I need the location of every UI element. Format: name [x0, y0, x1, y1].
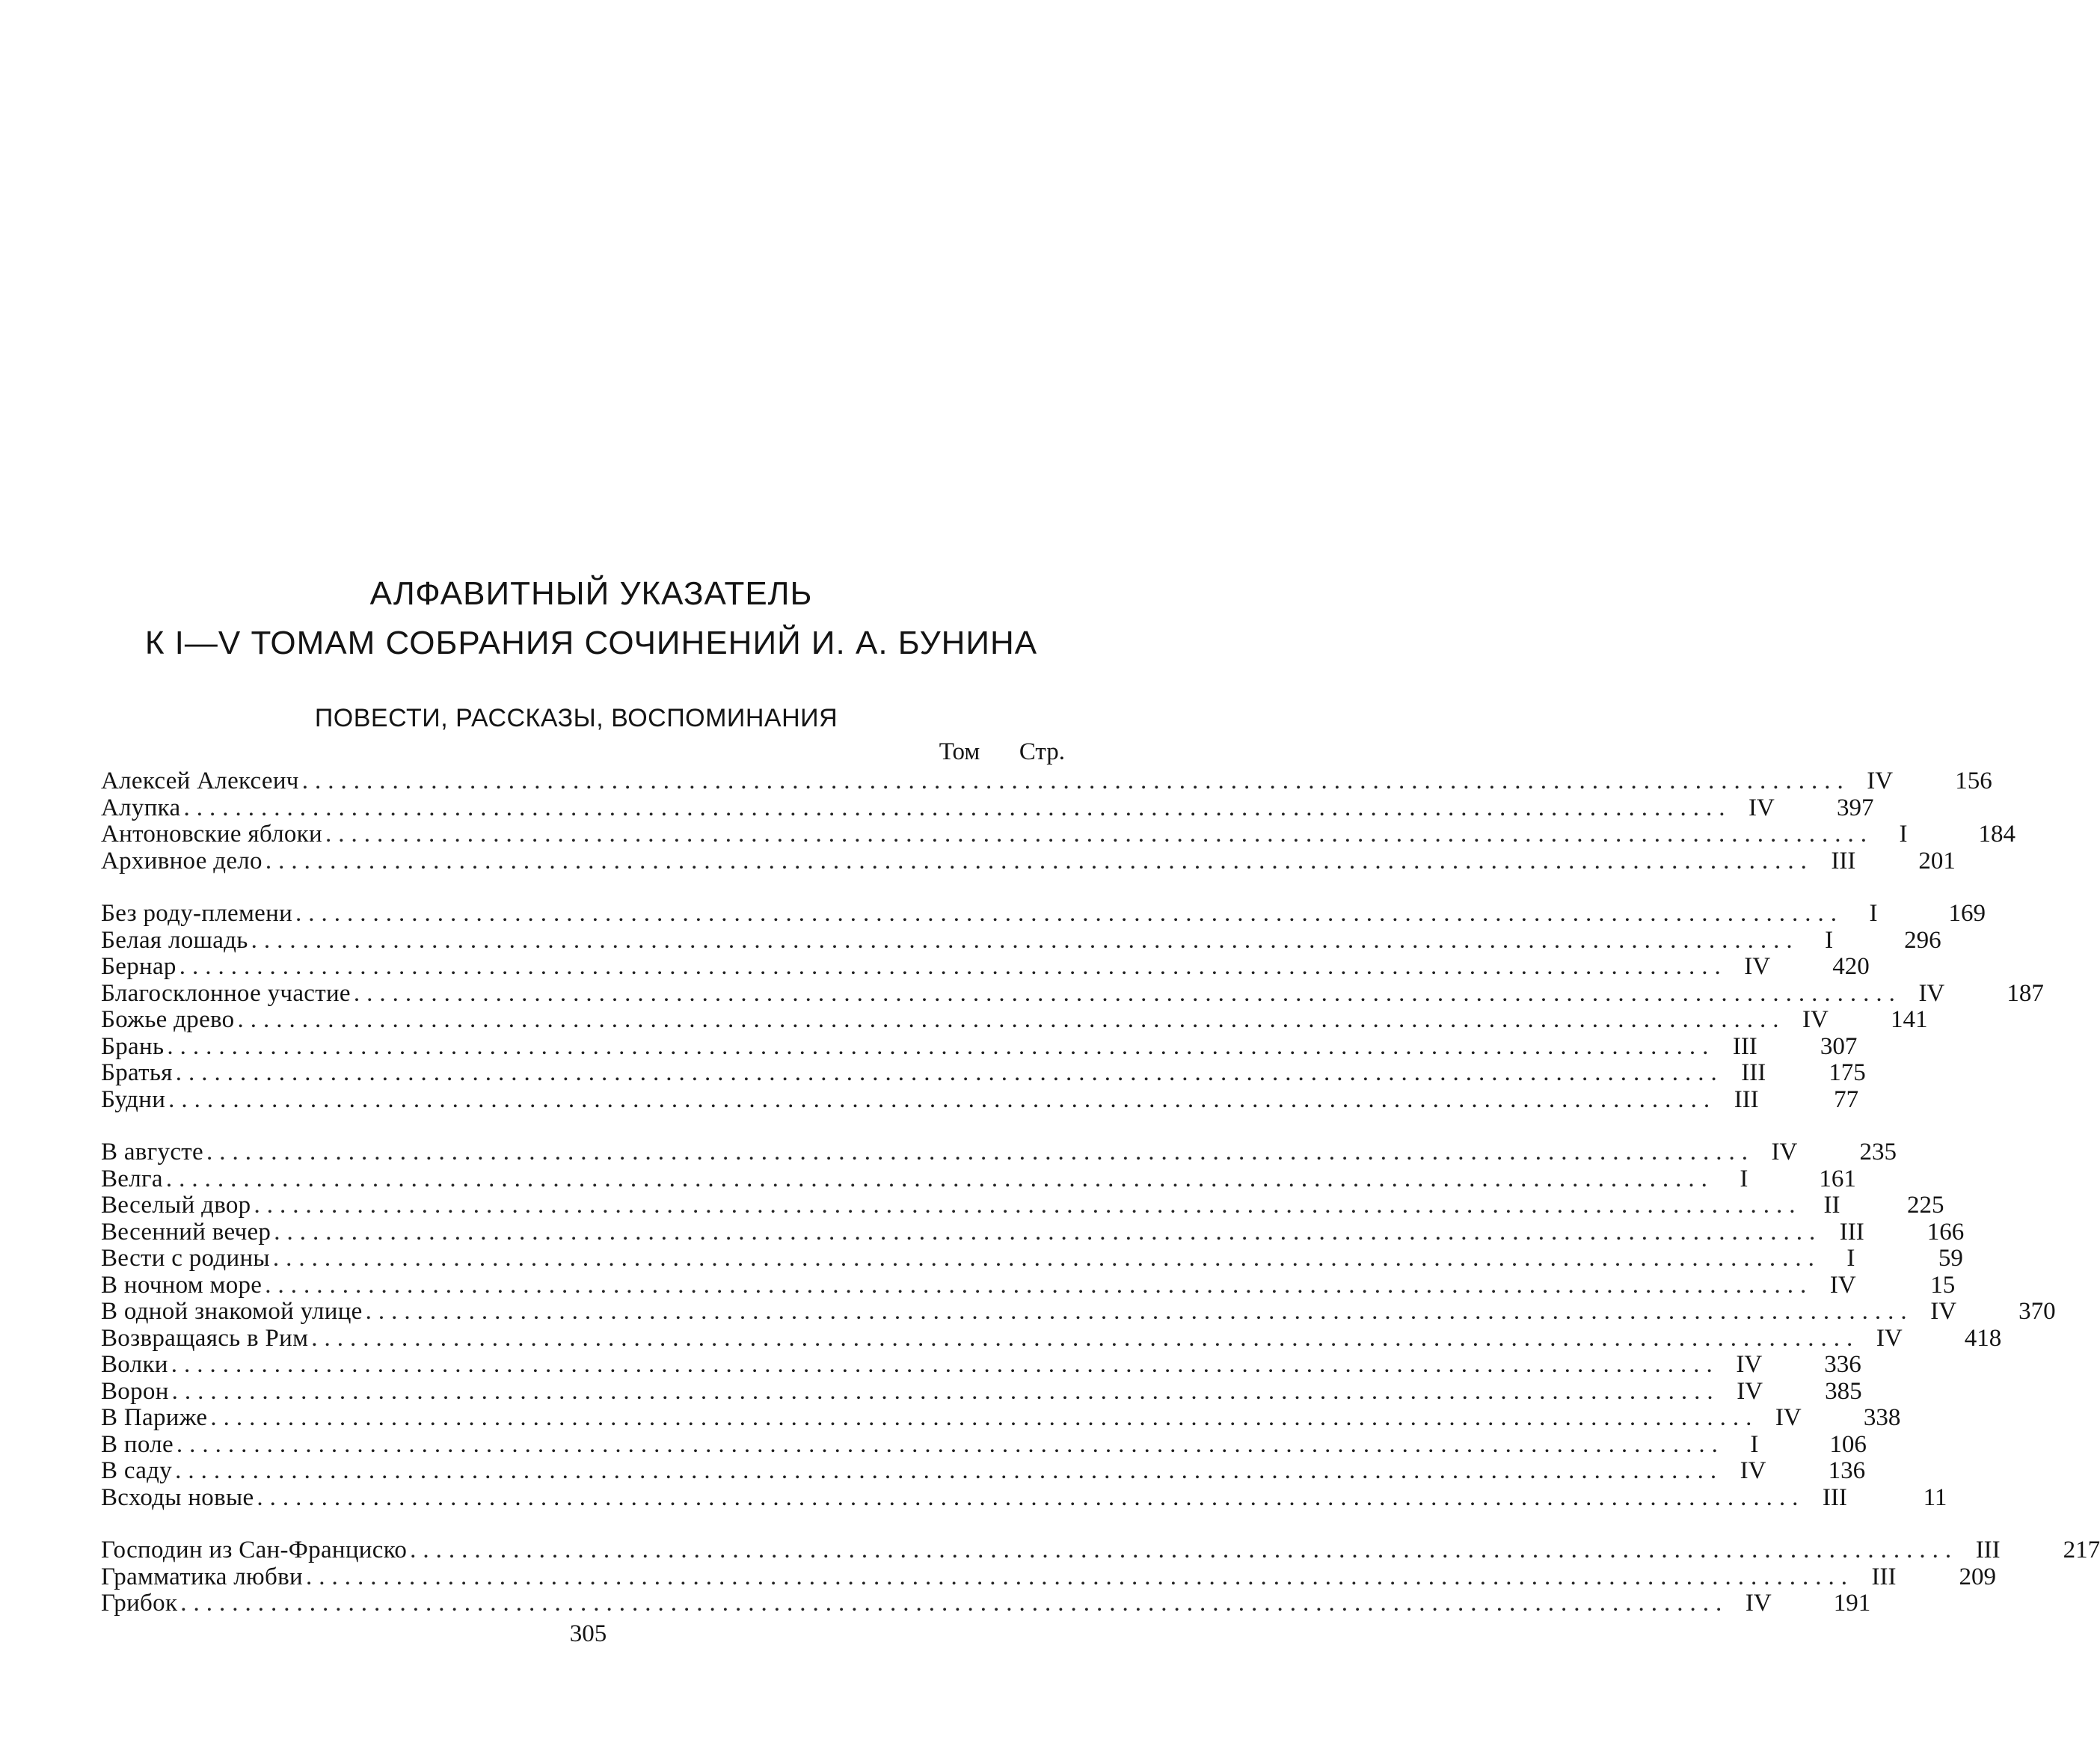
dot-leader: ........................................................................................................................ [274, 1218, 1823, 1246]
entry-title: Грибок [101, 1590, 178, 1617]
entry-volume: I [1750, 1430, 1759, 1458]
index-group [101, 1139, 2056, 1511]
index-title-line-1: АЛФАВИТНЫЙ УКАЗАТЕЛЬ [369, 575, 813, 612]
entry-title: Велга [101, 1165, 163, 1192]
entry-volume: IV [1745, 1590, 1772, 1617]
dot-leader: ........................................................................................................................ [305, 1563, 1854, 1590]
entry-title: Без роду-племени [101, 900, 293, 927]
index-entry [101, 1059, 1866, 1087]
entry-title: В поле [101, 1430, 174, 1458]
entry-page: 59 [1938, 1245, 1963, 1272]
entry-title: В ночном море [101, 1271, 262, 1299]
index-entry [101, 1218, 1965, 1246]
index-entry [101, 953, 1870, 981]
entry-title: Божье древо [101, 1006, 235, 1033]
entry-title: Волки [101, 1351, 168, 1378]
dot-leader: ........................................................................................................................ [295, 900, 1844, 927]
index-entry [101, 1590, 1871, 1617]
entry-volume: III [1732, 1032, 1757, 1060]
entry-title: Белая лошадь [101, 926, 248, 954]
dot-leader: ........................................................................................................................ [237, 1006, 1786, 1033]
dot-leader: ........................................................................................................................ [257, 1483, 1805, 1511]
entry-volume: IV [1736, 1351, 1763, 1378]
index-entry [101, 1351, 1861, 1379]
entry-title: Алексей Алексеич [101, 768, 299, 794]
entry-page: 187 [2007, 979, 2044, 1007]
dot-leader: ........................................................................................................................ [171, 1377, 1720, 1405]
dot-leader: ........................................................................................................................ [179, 953, 1728, 980]
entry-page: 141 [1890, 1006, 1928, 1033]
entry-title: Грамматика любви [101, 1563, 303, 1590]
index-entry [101, 1165, 1856, 1193]
index-entry [101, 1006, 1928, 1034]
entry-title: Антоновские яблоки [101, 821, 322, 848]
entry-page: 397 [1836, 794, 1874, 821]
entry-volume: I [1846, 1245, 1855, 1272]
entry-title: Ворон [101, 1377, 169, 1405]
entry-volume: IV [1802, 1006, 1829, 1033]
dot-leader: ........................................................................................................................ [180, 1590, 1729, 1617]
index-entry [101, 1245, 1963, 1272]
entry-title: Вести с родины [101, 1245, 270, 1272]
section-heading: ПОВЕСТИ, РАССКАЗЫ, ВОСПОМИНАНИЯ [314, 704, 838, 732]
entry-page: 307 [1820, 1032, 1858, 1060]
entry-page: 209 [1959, 1563, 1996, 1590]
entry-page: 217 [2063, 1537, 2100, 1563]
dot-leader: ........................................................................................................................ [167, 1032, 1716, 1060]
index-entry [101, 1271, 1956, 1299]
entry-volume: III [1741, 1059, 1766, 1086]
entry-volume: III [1831, 847, 1856, 874]
dot-leader: ........................................................................................................................ [365, 1298, 1914, 1325]
index-entry [101, 900, 1986, 928]
entry-title: Господин из Сан-Франциско [101, 1537, 408, 1563]
dot-leader: ........................................................................................................................ [272, 1245, 1821, 1272]
entry-title: В Париже [101, 1404, 208, 1431]
column-header-volume: Том [939, 738, 980, 765]
dot-leader: ........................................................................................................................ [311, 1324, 1860, 1352]
index-group [101, 900, 2044, 1113]
entry-volume: IV [1867, 768, 1894, 794]
entry-volume: IV [1829, 1271, 1856, 1299]
index-entry [101, 821, 2015, 848]
index-entry [101, 847, 1956, 875]
entry-page: 225 [1906, 1192, 1944, 1219]
index-entry [101, 1298, 2056, 1326]
index-entry [101, 979, 2044, 1008]
entry-title: Возвращаясь в Рим [101, 1324, 309, 1352]
entry-page: 420 [1832, 953, 1870, 980]
entry-volume: III [1734, 1085, 1759, 1113]
dot-leader: ........................................................................................................................ [175, 1457, 1724, 1484]
dot-leader: ........................................................................................................................ [353, 979, 1902, 1007]
index-entry [101, 1377, 1862, 1406]
entry-page: 15 [1930, 1271, 1956, 1299]
entry-page: 106 [1829, 1430, 1867, 1458]
entry-page: 296 [1904, 926, 1941, 954]
entry-page: 166 [1926, 1218, 1965, 1246]
index-entry [101, 1537, 2100, 1564]
index-title-line-2: К I—V ТОМАМ СОБРАНИЯ СОЧИНЕНИЙ И. А. БУНИНА [144, 625, 1038, 661]
entry-volume: IV [1771, 1139, 1798, 1165]
entry-title: Алупка [101, 794, 181, 821]
entry-volume: IV [1930, 1298, 1957, 1325]
dot-leader: ........................................................................................................................ [168, 1085, 1717, 1113]
dot-leader: ........................................................................................................................ [165, 1165, 1714, 1192]
dot-leader: ........................................................................................................................ [176, 1430, 1725, 1458]
dot-leader: ........................................................................................................................ [410, 1537, 1959, 1563]
entry-title: В одной знакомой улице [101, 1298, 363, 1325]
entry-page: 161 [1819, 1165, 1856, 1192]
page-number: 305 [569, 1620, 607, 1647]
dot-leader: ........................................................................................................................ [171, 1351, 1719, 1378]
entry-volume: I [1825, 926, 1834, 954]
index-list [101, 768, 2100, 1644]
entry-title: Братья [101, 1059, 173, 1086]
index-entry [101, 794, 1874, 822]
entry-title: Благосклонное участие [101, 979, 351, 1007]
entry-page: 175 [1829, 1059, 1866, 1086]
entry-page: 169 [1948, 900, 1986, 927]
entry-volume: I [1740, 1165, 1749, 1192]
entry-title: В саду [101, 1457, 173, 1484]
entry-title: Брань [101, 1032, 165, 1060]
index-entry [101, 1192, 1944, 1219]
dot-leader: ........................................................................................................................ [251, 926, 1799, 954]
index-group [101, 1537, 2100, 1617]
index-entry [101, 1457, 1866, 1485]
entry-volume: III [1975, 1537, 2001, 1563]
entry-volume: III [1822, 1483, 1847, 1511]
dot-leader: ........................................................................................................................ [265, 1271, 1814, 1299]
entry-title: Веселый двор [101, 1192, 251, 1219]
entry-volume: IV [1744, 953, 1771, 980]
index-entry [101, 1324, 2002, 1353]
index-entry [101, 1085, 1859, 1114]
index-entry [101, 1563, 1996, 1591]
entry-volume: I [1899, 821, 1908, 848]
entry-page: 385 [1825, 1377, 1862, 1405]
entry-page: 418 [1964, 1324, 2002, 1352]
entry-volume: III [1839, 1218, 1864, 1246]
entry-volume: II [1823, 1192, 1840, 1219]
entry-title: Архивное дело [101, 847, 262, 874]
index-entry [101, 1032, 1858, 1061]
entry-title: В августе [101, 1139, 203, 1165]
entry-volume: IV [1737, 1377, 1763, 1405]
index-entry [101, 1404, 1901, 1432]
dot-leader: ........................................................................................................................ [175, 1059, 1724, 1086]
entry-page: 370 [2018, 1298, 2056, 1325]
entry-volume: I [1869, 900, 1878, 927]
entry-page: 336 [1824, 1351, 1861, 1378]
dot-leader: ........................................................................................................................ [265, 847, 1814, 874]
entry-page: 338 [1863, 1404, 1901, 1431]
entry-title: Всходы новые [101, 1483, 254, 1511]
entry-page: 191 [1833, 1590, 1871, 1617]
entry-title: Весенний вечер [101, 1218, 271, 1246]
dot-leader: ........................................................................................................................ [206, 1139, 1754, 1165]
index-entry [101, 1139, 1897, 1166]
dot-leader: ........................................................................................................................ [325, 821, 1873, 848]
entry-volume: IV [1749, 794, 1775, 821]
entry-page: 77 [1834, 1085, 1859, 1113]
entry-volume: IV [1740, 1457, 1766, 1484]
dot-leader: ........................................................................................................................ [210, 1404, 1759, 1431]
entry-page: 184 [1978, 821, 2015, 848]
index-entry [101, 926, 1941, 955]
index-group [101, 768, 2015, 874]
entry-volume: III [1871, 1563, 1897, 1590]
entry-title: Бернар [101, 953, 176, 980]
entry-page: 235 [1859, 1139, 1897, 1165]
entry-volume: IV [1876, 1324, 1903, 1352]
entry-title: Будни [101, 1085, 166, 1113]
entry-page: 11 [1923, 1483, 1947, 1511]
entry-page: 201 [1918, 847, 1956, 874]
dot-leader: ........................................................................................................................ [183, 794, 1732, 821]
entry-page: 156 [1955, 768, 1992, 794]
dot-leader: ........................................................................................................................ [301, 768, 1850, 794]
column-header-page: Стр. [1019, 738, 1065, 765]
entry-volume: IV [1775, 1404, 1802, 1431]
index-entry [101, 1483, 1947, 1512]
index-entry [101, 1430, 1867, 1459]
entry-page: 136 [1828, 1457, 1866, 1484]
dot-leader: ........................................................................................................................ [254, 1192, 1802, 1219]
index-entry [101, 768, 1992, 795]
entry-volume: IV [1918, 979, 1945, 1007]
